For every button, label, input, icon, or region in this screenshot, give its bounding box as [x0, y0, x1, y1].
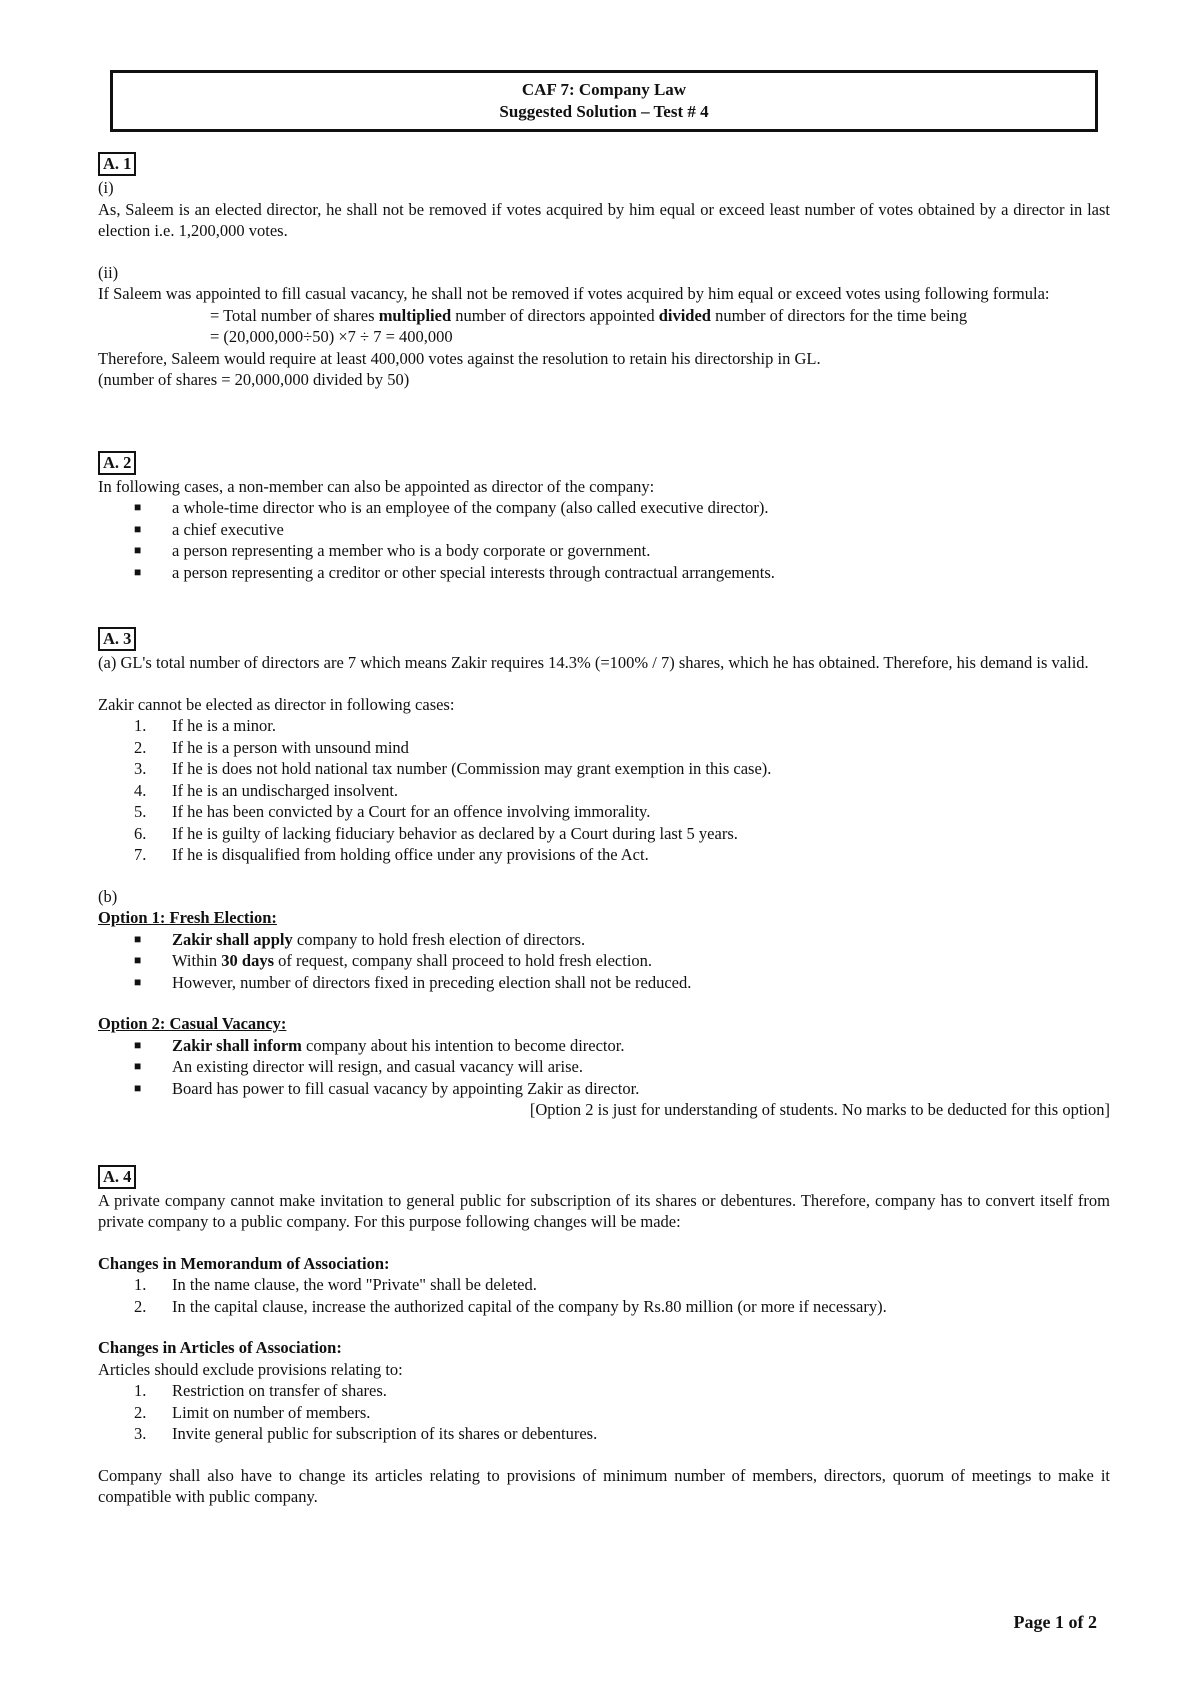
list-item: 2. If he is a person with unsound mind	[134, 737, 409, 757]
answer-1	[98, 152, 1110, 391]
square-bullet-icon: ■	[134, 1059, 142, 1073]
list-item: ■ However, number of directors fixed in preceding election shall not be reduced.	[134, 972, 692, 992]
list-item: 2. Limit on number of members.	[134, 1402, 371, 1422]
square-bullet-icon: ■	[134, 974, 142, 989]
answer-4	[98, 1165, 1110, 1508]
formula-line-2: = (20,000,000÷50) ×7 ÷ 7 = 400,000	[210, 327, 453, 346]
aoa-title: Changes in Articles of Association:	[98, 1338, 342, 1357]
list-item: ■ a person representing a creditor or other special interests through contractual arrangements.	[134, 562, 775, 582]
moa-title: Changes in Memorandum of Association:	[98, 1253, 390, 1273]
answer-3	[98, 627, 1110, 1121]
aoa-intro: Articles should exclude provisions relating to:	[98, 1359, 403, 1379]
list-item: ■ Zakir shall apply company to hold fresh election of directors.	[134, 929, 586, 949]
list-item: ■ Zakir shall inform company about his intention to become director.	[134, 1035, 625, 1055]
list-item: ■ Board has power to fill casual vacancy by appointing Zakir as director.	[134, 1078, 640, 1098]
a2-intro: In following cases, a non-member can also be appointed as director of the company:	[98, 476, 655, 496]
moa-list	[98, 1274, 1110, 1317]
list-item: 3. Invite general public for subscription of its shares or debentures.	[134, 1424, 598, 1443]
option-2-title: Option 2: Casual Vacancy:	[98, 1014, 287, 1033]
option-2-list	[98, 1035, 1110, 1100]
document-subtitle: Suggested Solution – Test # 4	[499, 102, 709, 121]
answer-1-label: A. 1	[98, 152, 136, 176]
a3-cases-list	[98, 715, 1110, 866]
square-bullet-icon: ■	[134, 564, 142, 579]
list-item: ■ Within 30 days of request, company shall proceed to hold fresh election.	[134, 951, 653, 970]
list-item: 2. In the capital clause, increase the authorized capital of the company by Rs.80 million (or more if necessary).	[134, 1296, 887, 1316]
formula-line-1: = Total number of shares multiplied number of directors appointed divided number of directors for the time being	[210, 305, 968, 325]
part-i-text: As, Saleem is an elected director, he shall not be removed if votes acquired by him equal or exceed least number of votes obtained by a director in last election i.e. 1,200,000 votes.	[98, 199, 1110, 240]
header-box	[110, 70, 1098, 132]
answer-3-label: A. 3	[98, 627, 136, 651]
list-item: ■ An existing director will resign, and casual vacancy will arise.	[134, 1057, 583, 1076]
option-1-list	[98, 929, 1110, 994]
a3-cases-intro: Zakir cannot be elected as director in following cases:	[98, 694, 455, 714]
part-i-label: (i)	[98, 178, 114, 197]
square-bullet-icon: ■	[134, 1037, 142, 1052]
list-item: 1. In the name clause, the word "Private" shall be deleted.	[134, 1275, 537, 1294]
option-note: [Option 2 is just for understanding of students. No marks to be deducted for this option]	[529, 1100, 1110, 1119]
a2-list	[98, 497, 1110, 583]
a4-closing: Company shall also have to change its articles relating to provisions of minimum number of members, directors, quorum of meetings to make it compatible with public company.	[98, 1465, 1110, 1506]
document-page	[98, 70, 1110, 1508]
square-bullet-icon: ■	[134, 931, 142, 946]
option-1-title: Option 1: Fresh Election:	[98, 908, 277, 927]
a1-note: (number of shares = 20,000,000 divided by 50)	[98, 370, 410, 389]
page-number: Page 1 of 2	[1013, 1612, 1097, 1632]
aoa-list	[98, 1380, 1110, 1445]
list-item: 6. If he is guilty of lacking fiduciary behavior as declared by a Court during last 5 years.	[134, 823, 738, 843]
list-item: 3. If he is does not hold national tax number (Commission may grant exemption in this case).	[134, 759, 772, 778]
list-item: ■ a chief executive	[134, 519, 284, 539]
list-item: 7. If he is disqualified from holding office under any provisions of the Act.	[134, 845, 649, 864]
square-bullet-icon: ■	[134, 1080, 142, 1095]
list-item: 1. If he is a minor.	[134, 716, 277, 735]
answer-4-label: A. 4	[98, 1165, 136, 1189]
document-title: CAF 7: Company Law	[521, 80, 687, 99]
part-ii-text: If Saleem was appointed to fill casual vacancy, he shall not be removed if votes acquired by him equal or exceed votes using following formula:	[98, 284, 1050, 303]
a4-intro: A private company cannot make invitation to general public for subscription of its shares or debentures. Therefore, company has to convert itself from private company to a public company. For this purpose following changes will be made:	[98, 1190, 1110, 1231]
square-bullet-icon: ■	[134, 521, 142, 536]
list-item: 5. If he has been convicted by a Court for an offence involving immorality.	[134, 802, 651, 821]
square-bullet-icon: ■	[134, 500, 142, 514]
answer-2-label: A. 2	[98, 451, 136, 475]
list-item: ■ a whole-time director who is an employee of the company (also called executive director).	[134, 498, 769, 517]
answer-2	[98, 451, 1110, 584]
a3-part-a-text: (a) GL's total number of directors are 7 which means Zakir requires 14.3% (=100% / 7) shares, which he has obtained. Therefore, his demand is valid.	[98, 653, 1089, 672]
list-item: 1. Restriction on transfer of shares.	[134, 1381, 387, 1400]
list-item: ■ a person representing a member who is a body corporate or government.	[134, 541, 651, 560]
part-ii-label: (ii)	[98, 262, 119, 282]
square-bullet-icon: ■	[134, 953, 142, 967]
a1-conclusion: Therefore, Saleem would require at least 400,000 votes against the resolution to retain his directorship in GL.	[98, 348, 821, 368]
list-item: 4. If he is an undischarged insolvent.	[134, 780, 399, 800]
a3-part-b-label: (b)	[98, 886, 118, 906]
square-bullet-icon: ■	[134, 543, 142, 557]
